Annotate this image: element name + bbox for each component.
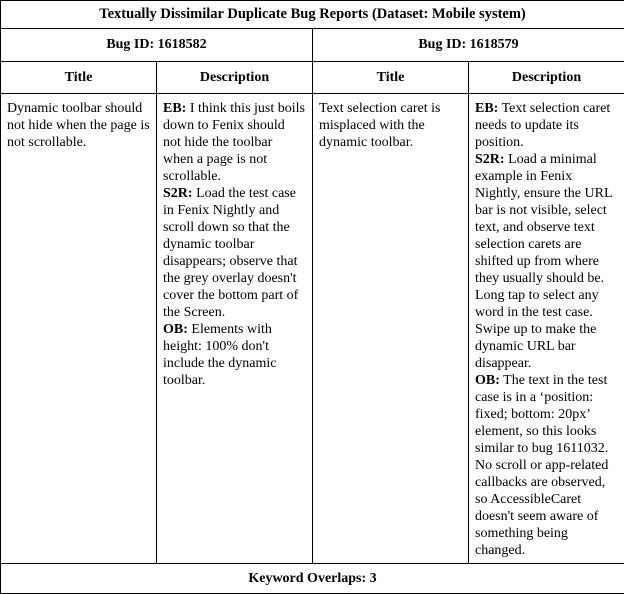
ob-label: OB: — [163, 322, 188, 337]
column-header-title-right: Title — [313, 62, 469, 94]
bug-description-right — [469, 94, 624, 564]
s2r-text: Load a minimal example in Fenix Nightly, ensure the URL bar is not visible, select text, and observe text selection carets are shifted up from where they usually should be. Long tap to select any word in the test case. Swipe up to make the dynamic URL bar disappear. — [475, 152, 612, 371]
bug-title-left: Dynamic toolbar should not hide when the page is not scrollable. — [1, 94, 157, 564]
eb-label: EB: — [163, 101, 186, 116]
observed-behavior-right — [475, 372, 618, 559]
bug-description-left — [157, 94, 313, 564]
steps-to-reproduce-right — [475, 151, 618, 372]
eb-label: EB: — [475, 101, 498, 116]
ob-text: Elements with height: 100% don't include the dynamic toolbar. — [163, 322, 277, 388]
eb-text: I think this just boils down to Fenix should not hide the toolbar when a page is not scrollable. — [163, 101, 305, 184]
s2r-label: S2R: — [475, 152, 505, 167]
bug-id-right: Bug ID: 1618579 — [313, 29, 624, 62]
s2r-label: S2R: — [163, 186, 193, 201]
steps-to-reproduce-left — [163, 185, 306, 321]
expected-behavior-right — [475, 100, 618, 151]
column-header-title-left: Title — [1, 62, 157, 94]
column-header-description-right: Description — [469, 62, 624, 94]
s2r-text: Load the test case in Fenix Nightly and scroll down so that the dynamic toolbar disappears; observe that the grey overlay doesn't cover the bottom part of the Screen. — [163, 186, 298, 320]
column-header-description-left: Description — [157, 62, 313, 94]
bug-id-left: Bug ID: 1618582 — [1, 29, 313, 62]
eb-text: Text selection caret needs to update its position. — [475, 101, 610, 150]
table-title: Textually Dissimilar Duplicate Bug Reports (Dataset: Mobile system) — [1, 1, 624, 29]
ob-text: The text in the test case is in a ‘position: fixed; bottom: 20px’ element, so this looks similar to bug 1611032. No scroll or app-related callbacks are observed, so AccessibleCaret doesn't seem aware of something being changed. — [475, 373, 608, 558]
bug-title-right: Text selection caret is misplaced with the dynamic toolbar. — [313, 94, 469, 564]
keyword-overlaps: Keyword Overlaps: 3 — [1, 564, 624, 594]
ob-label: OB: — [475, 373, 500, 388]
observed-behavior-left — [163, 321, 306, 389]
expected-behavior-left — [163, 100, 306, 185]
